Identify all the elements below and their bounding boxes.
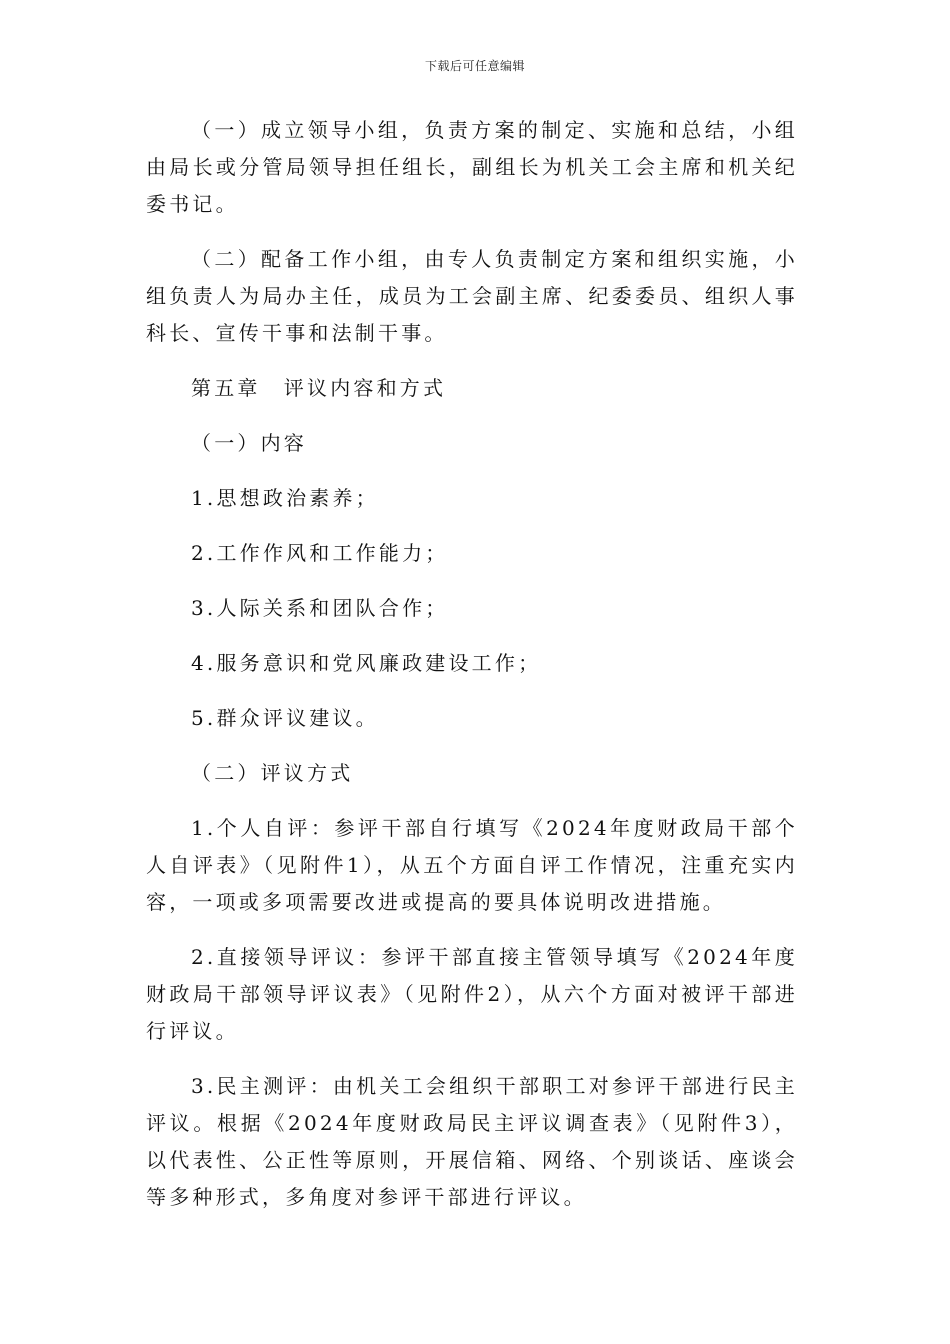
paragraph-self-evaluation: 1.个人自评：参评干部自行填写《2024年度财政局干部个人自评表》（见附件1），从五个方面自评工作情况，注重充实内容，一项或多项需要改进或提高的要具体说明改进措施。 <box>146 816 798 914</box>
section-heading-method: （二）评议方式 <box>191 761 354 785</box>
paragraph-working-group: （二）配备工作小组，由专人负责制定方案和组织实施，小组负责人为局办主任，成员为工会副主席、纪委委员、组织人事科长、宣传干事和法制干事。 <box>146 247 798 345</box>
paragraph-leading-group: （一）成立领导小组，负责方案的制定、实施和总结，小组由局长或分管局领导担任组长，副组长为机关工会主席和机关纪委书记。 <box>146 118 798 216</box>
page-header-note: 下载后可任意编辑 <box>424 59 525 73</box>
list-item: 5.群众评议建议。 <box>191 706 379 730</box>
section-heading-content: （一）内容 <box>191 431 307 455</box>
paragraph-leader-evaluation: 2.直接领导评议：参评干部直接主管领导填写《2024年度财政局干部领导评议表》（见附件2），从六个方面对被评干部进行评议。 <box>146 945 798 1043</box>
list-item: 1.思想政治素养； <box>191 486 379 510</box>
list-item: 4.服务意识和党风廉政建设工作； <box>191 651 542 675</box>
document-body <box>146 112 798 1234</box>
paragraph-democratic-evaluation: 3.民主测评：由机关工会组织干部职工对参评干部进行民主评议。根据《2024年度财政局民主评议调查表》（见附件3），以代表性、公正性等原则，开展信箱、网络、个别谈话、座谈会等多种形式，多角度对参评干部进行评议。 <box>146 1074 798 1209</box>
list-item: 2.工作作风和工作能力； <box>191 541 449 565</box>
list-item: 3.人际关系和团队合作； <box>191 596 449 620</box>
chapter-heading: 第五章 评议内容和方式 <box>191 376 447 400</box>
